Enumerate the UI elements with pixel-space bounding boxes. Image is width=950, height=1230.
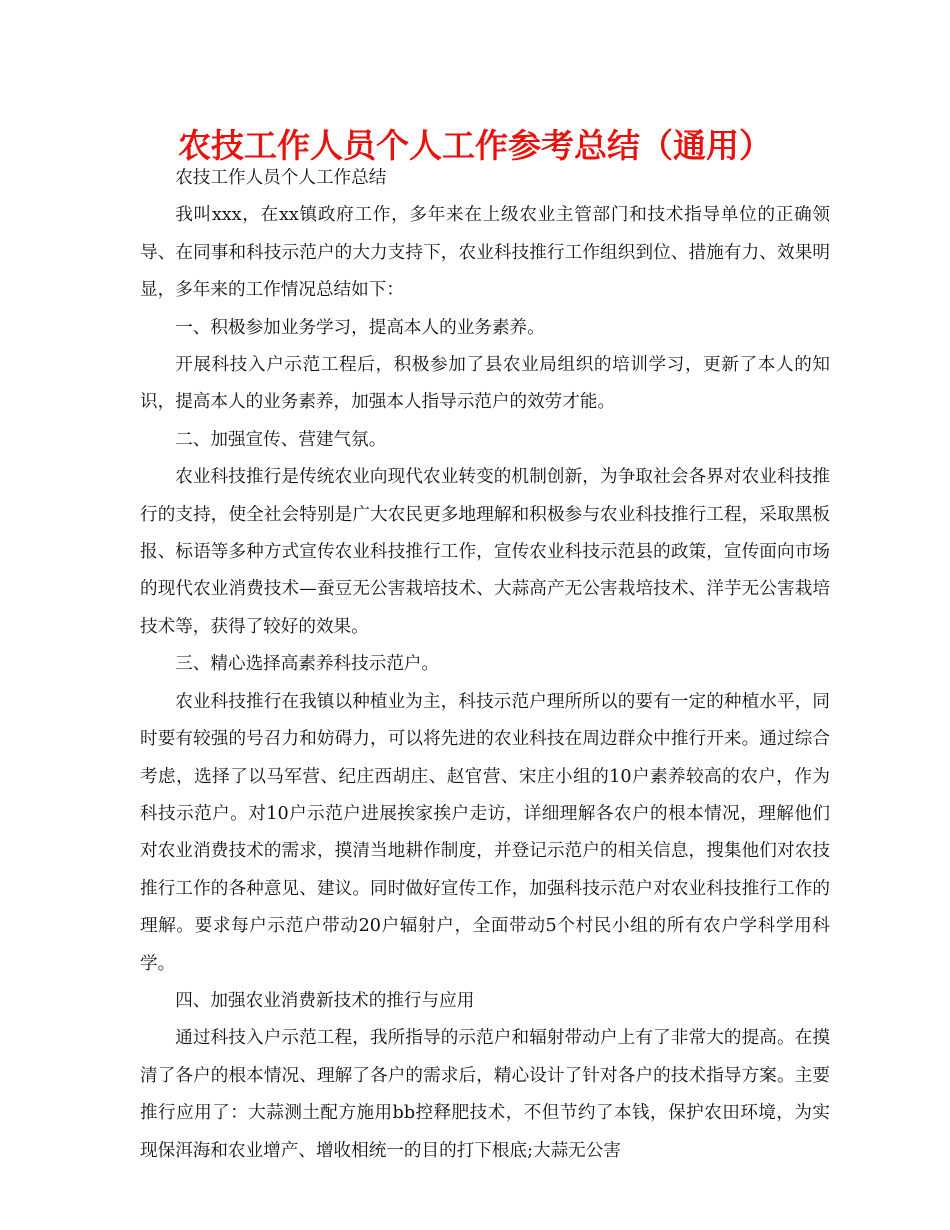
section-paragraph-1: 开展科技入户示范工程后，积极参加了县农业局组织的培训学习，更新了本人的知识，提高本人的业务素养，加强本人指导示范户的效劳才能。 — [140, 355, 830, 413]
section-heading-1: 一、积极参加业务学习，提高本人的业务素养。 — [175, 317, 545, 338]
document-title: 农技工作人员个人工作参考总结（通用） — [178, 126, 772, 165]
section-paragraph-3: 农业科技推行在我镇以种植业为主，科技示范户理所所以的要有一定的种植水平，同时要有较强的号召力和妨碍力，可以将先进的农业科技在周边群众中推行开来。通过综合考虑，选择了以马军营、纪庄西胡庄、赵官营、宋庄小组的10户素养较高的农户，作为科技示范户。对10户示范户进展挨家挨户走访，详细理解各农户的根本情况，理解他们对农业消费技术的需求，摸清当地耕作制度，并登记示范户的相关信息，搜集他们对农技推行工作的各种意见、建议。同时做好宣传工作，加强科技示范户对农业科技推行工作的理解。要求每户示范户带动20户辐射户，全面带动5个村民小组的所有农户学科学用科学。 — [140, 691, 830, 974]
section-paragraph-2: 农业科技推行是传统农业向现代农业转变的机制创新，为争取社会各界对农业科技推行的支持，使全社会特别是广大农民更多地理解和积极参与农业科技推行工程，采取黑板报、标语等多种方式宣传农业科技推行工作，宣传农业科技示范县的政策，宣传面向市场的现代农业消费技术—蚕豆无公害栽培技术、大蒜高产无公害栽培技术、洋芋无公害栽培技术等，获得了较好的效果。 — [140, 467, 830, 637]
document-body — [140, 160, 830, 1170]
subtitle-paragraph: 农技工作人员个人工作总结 — [175, 168, 387, 188]
intro-paragraph: 我叫xxx，在xx镇政府工作，多年来在上级农业主管部门和技术指导单位的正确领导、在同事和科技示范户的大力支持下，农业科技推行工作组织到位、措施有力、效果明显，多年来的工作情况总结如下： — [140, 205, 830, 301]
section-heading-2: 二、加强宣传、营建气氛。 — [175, 429, 387, 450]
section-paragraph-4: 通过科技入户示范工程，我所指导的示范户和辐射带动户上有了非常大的提高。在摸清了各户的根本情况、理解了各户的需求后，精心设计了针对各户的技术指导方案。主要推行应用了：大蒜测土配方施用bb控释肥技术，不但节约了本钱，保护农田环境，为实现保洱海和农业增产、增收相统一的目的打下根底;大蒜无公害 — [140, 1028, 830, 1161]
section-heading-3: 三、精心选择高素养科技示范户。 — [175, 654, 440, 675]
section-heading-4: 四、加强农业消费新技术的推行与应用 — [175, 990, 475, 1011]
